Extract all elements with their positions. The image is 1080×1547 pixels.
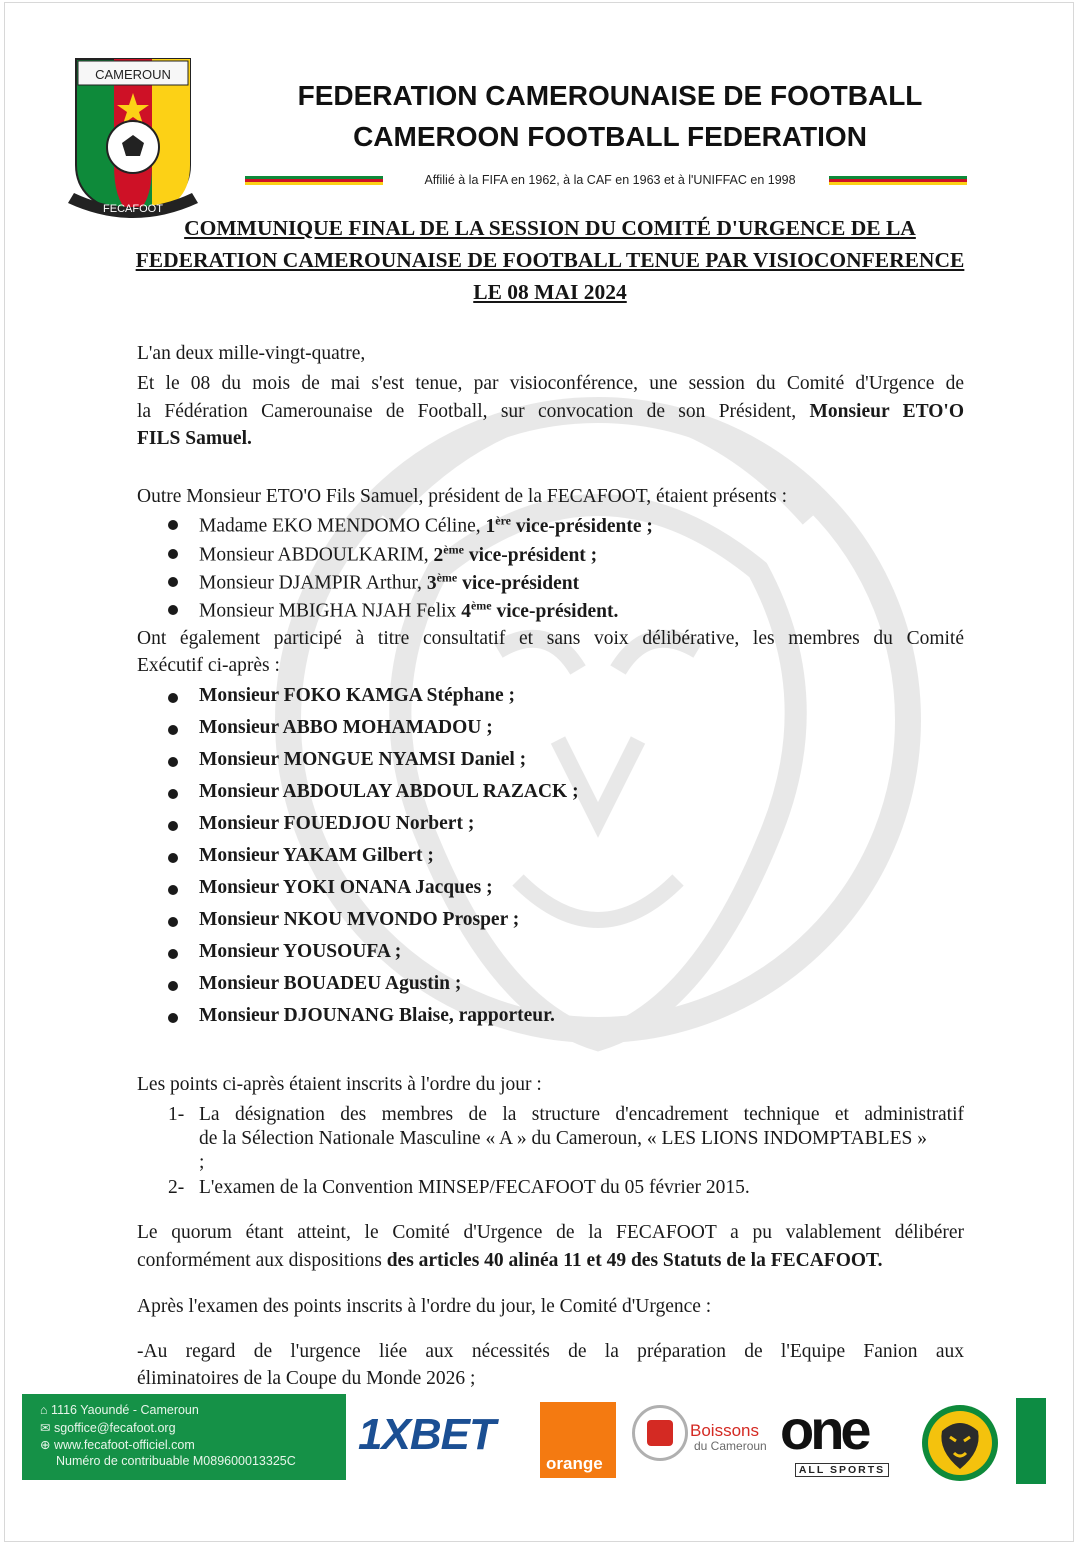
federation-name-fr: FEDERATION CAMEROUNAISE DE FOOTBALL bbox=[297, 80, 923, 111]
intro-line-3 bbox=[137, 401, 964, 423]
agenda-item-number: 2- bbox=[168, 1177, 185, 1198]
after-exam-line: Après l'examen des points inscrits à l'ordre du jour, le Comité d'Urgence : bbox=[137, 1296, 712, 1317]
bullet-icon bbox=[168, 789, 178, 799]
agenda-item-1-line-2: de la Sélection Nationale Masculine « A » du Cameroun, « LES LIONS INDOMPTABLES » bbox=[199, 1128, 927, 1149]
list-item-present bbox=[199, 542, 597, 567]
flag-stripe-left bbox=[245, 176, 383, 185]
list-item-consultative: Monsieur MONGUE NYAMSI Daniel ; bbox=[199, 749, 527, 770]
list-item-consultative: Monsieur YOKI ONANA Jacques ; bbox=[199, 877, 493, 898]
present-member-name: Monsieur MBIGHA NJAH Felix bbox=[199, 600, 457, 622]
list-item-consultative: Monsieur ABBO MOHAMADOU ; bbox=[199, 717, 493, 738]
bullet-icon bbox=[168, 549, 178, 559]
list-item-present bbox=[199, 570, 579, 595]
urgence-line-1: -Au regard de l'urgence liée aux nécessités de la préparation de l'Equipe Fanion aux bbox=[137, 1341, 964, 1362]
list-item-consultative: Monsieur YOUSOUFA ; bbox=[199, 941, 402, 962]
title-line-2: FEDERATION CAMEROUNAISE DE FOOTBALL TENUE PAR VISIOCONFERENCE bbox=[135, 248, 965, 272]
sponsor-one-logo: one bbox=[780, 1398, 868, 1461]
federation-name-en: CAMEROON FOOTBALL FEDERATION bbox=[353, 121, 867, 152]
present-role: vice-président. bbox=[496, 600, 619, 622]
present-member-name: Madame EKO MENDOMO Céline, bbox=[199, 515, 481, 537]
intro-line-4: FILS Samuel. bbox=[137, 428, 252, 449]
flag-stripe-right bbox=[829, 176, 967, 185]
quorum-line-2-text: conformément aux dispositions bbox=[137, 1250, 382, 1271]
footer-tax-number: Numéro de contribuable M089600013325C bbox=[56, 1454, 296, 1468]
present-ordinal: 1 bbox=[485, 515, 496, 537]
green-side-bar bbox=[1016, 1398, 1046, 1484]
footer-email-line bbox=[40, 1420, 176, 1435]
present-role: vice-président bbox=[462, 572, 580, 594]
list-item-present bbox=[199, 598, 618, 623]
present-ordinal-suffix: ème bbox=[470, 598, 492, 612]
communique-title bbox=[120, 212, 980, 308]
footer-address-block bbox=[22, 1394, 346, 1480]
present-member-name: Monsieur ABDOULKARIM, bbox=[199, 544, 429, 566]
bullet-icon bbox=[168, 853, 178, 863]
intro-line-3-text: la Fédération Camerounaise de Football, sur convocation de son Président, bbox=[137, 401, 797, 422]
intro-president-name: Monsieur ETO'O bbox=[809, 401, 964, 422]
present-role: vice-présidente ; bbox=[515, 515, 653, 537]
bullet-icon bbox=[168, 949, 178, 959]
consultative-intro-line-2: Exécutif ci-après : bbox=[137, 655, 280, 676]
present-role: vice-président ; bbox=[468, 544, 598, 566]
footer-address-line bbox=[40, 1403, 199, 1417]
affiliation-row bbox=[245, 171, 967, 191]
sponsor-orange-logo bbox=[540, 1402, 616, 1478]
sponsor-all-sports-label: ALL SPORTS bbox=[795, 1463, 889, 1477]
agenda-item-2-line-1: L'examen de la Convention MINSEP/FECAFOOT du 05 février 2015. bbox=[199, 1177, 750, 1198]
present-ordinal-suffix: ère bbox=[495, 513, 512, 527]
fecafoot-logo bbox=[58, 55, 198, 220]
present-member-name: Monsieur DJAMPIR Arthur, bbox=[199, 572, 422, 594]
footer-address: 1116 Yaoundé - Cameroun bbox=[51, 1403, 199, 1417]
list-item-consultative: Monsieur BOUADEU Agustin ; bbox=[199, 973, 462, 994]
bullet-icon bbox=[168, 757, 178, 767]
logo-text-top: CAMEROUN bbox=[95, 67, 171, 82]
boissons-name: Boissons bbox=[690, 1421, 759, 1440]
urgence-line-2: éliminatoires de la Coupe du Monde 2026 ; bbox=[137, 1368, 476, 1389]
quorum-statutes-reference: des articles 40 alinéa 11 et 49 des Statuts de la FECAFOOT. bbox=[386, 1250, 883, 1271]
bullet-icon bbox=[168, 520, 178, 530]
bullet-icon bbox=[168, 577, 178, 587]
home-icon: ⌂ bbox=[40, 1403, 48, 1417]
footer-website-line bbox=[40, 1437, 195, 1452]
bullet-icon bbox=[168, 1013, 178, 1023]
list-item-consultative: Monsieur FOKO KAMGA Stéphane ; bbox=[199, 685, 515, 706]
logo-text-bottom: FECAFOOT bbox=[103, 203, 163, 215]
bullet-icon bbox=[168, 693, 178, 703]
orange-label: orange bbox=[546, 1454, 603, 1473]
list-item-consultative: Monsieur ABDOULAY ABDOUL RAZACK ; bbox=[199, 781, 579, 802]
mail-icon: ✉ bbox=[40, 1421, 51, 1435]
agenda-item-number: 1- bbox=[168, 1104, 185, 1125]
present-ordinal-suffix: ème bbox=[443, 542, 464, 556]
boissons-subtitle: du Cameroun bbox=[694, 1439, 767, 1453]
list-item-consultative: Monsieur NKOU MVONDO Prosper ; bbox=[199, 909, 520, 930]
sponsor-boissons-logo bbox=[632, 1405, 772, 1475]
list-item-consultative: Monsieur YAKAM Gilbert ; bbox=[199, 845, 434, 866]
bullet-icon bbox=[168, 725, 178, 735]
present-ordinal: 2 bbox=[433, 544, 444, 566]
bullet-icon bbox=[168, 821, 178, 831]
intro-line-1: L'an deux mille-vingt-quatre, bbox=[137, 343, 366, 364]
agenda-item-1-line-3: ; bbox=[199, 1152, 205, 1173]
intro-line-2: Et le 08 du mois de mai s'est tenue, par visioconférence, une session du Comité d'Urgence de bbox=[137, 373, 964, 394]
title-line-3: LE 08 MAI 2024 bbox=[473, 280, 627, 304]
sponsor-1xbet-logo: 1XBET bbox=[358, 1410, 495, 1459]
bullet-icon bbox=[168, 917, 178, 927]
footer-email: sgoffice@fecafoot.org bbox=[53, 1421, 176, 1435]
affiliation-text: Affilié à la FIFA en 1962, à la CAF en 1963 et à l'UNIFFAC en 1998 bbox=[424, 173, 796, 187]
present-ordinal-suffix: ème bbox=[436, 570, 458, 584]
bullet-icon bbox=[168, 885, 178, 895]
bullet-icon bbox=[168, 605, 178, 615]
agenda-item-1-line-1: La désignation des membres de la structure d'encadrement technique et administratif bbox=[199, 1104, 964, 1125]
lion-crest-icon bbox=[920, 1403, 1000, 1483]
present-ordinal: 3 bbox=[426, 572, 437, 594]
boissons-badge-icon bbox=[632, 1405, 688, 1461]
globe-icon: ⊕ bbox=[40, 1438, 51, 1452]
present-ordinal: 4 bbox=[461, 600, 471, 622]
footer-website: www.fecafoot-officiel.com bbox=[53, 1438, 195, 1452]
title-line-1: COMMUNIQUE FINAL DE LA SESSION DU COMITÉ D'URGENCE DE LA bbox=[184, 216, 916, 240]
list-item-consultative: Monsieur DJOUNANG Blaise, rapporteur. bbox=[199, 1005, 555, 1026]
list-item-consultative: Monsieur FOUEDJOU Norbert ; bbox=[199, 813, 475, 834]
agenda-intro: Les points ci-après étaient inscrits à l'ordre du jour : bbox=[137, 1074, 542, 1095]
quorum-line-1: Le quorum étant atteint, le Comité d'Urgence de la FECAFOOT a pu valablement délibérer bbox=[137, 1222, 964, 1243]
list-item-present bbox=[199, 513, 653, 538]
consultative-intro-line-1: Ont également participé à titre consultatif et sans voix délibérative, les membres du Comité bbox=[137, 628, 964, 649]
quorum-line-2 bbox=[137, 1250, 882, 1272]
present-intro: Outre Monsieur ETO'O Fils Samuel, président de la FECAFOOT, étaient présents : bbox=[137, 486, 787, 507]
bullet-icon bbox=[168, 981, 178, 991]
